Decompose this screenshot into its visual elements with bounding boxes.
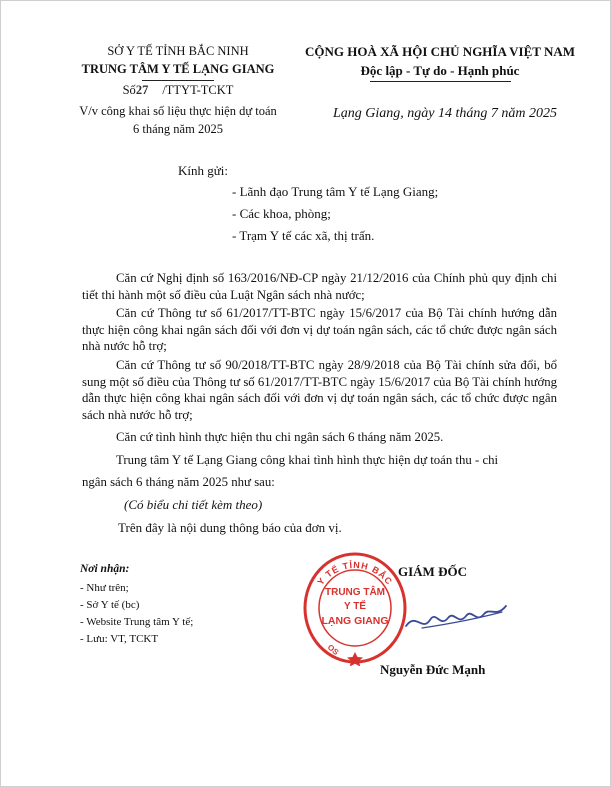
recipient-3: - Website Trung tâm Y tế; [80,616,194,628]
org-name: TRUNG TÂM Y TẾ LẠNG GIANG [81,62,275,76]
greeting: Kính gửi: [178,163,229,178]
doc-number [52,83,304,98]
announce-line-1: Trung tâm Y tế Lạng Giang công khai tình hình thực hiện dự toán thu - chi [116,453,499,467]
signer-position: GIÁM ĐỐC [398,564,467,579]
org-underline [142,80,214,81]
addressee-3: - Trạm Y tế các xã, thị trấn. [232,228,375,243]
doc-number-suffix: /TTYT-TCKT [162,83,234,97]
handwritten-signature [402,598,512,638]
recipient-2: - Sở Y tế (bc) [80,599,140,611]
paragraph-1: Căn cứ Nghị định số 163/2016/NĐ-CP ngày 21/12/2016 của Chính phủ quy định chi tiết thi hành một số điều của Luật Ngân sách nhà nước; [82,271,557,302]
official-seal [301,548,409,666]
paragraph-3: Căn cứ Thông tư số 90/2018/TT-BTC ngày 28/9/2018 của Bộ Tài chính sửa đổi, bổ sung một số điều của Thông tư số 61/2017/TT-BTC ngày 15/6/2017 của Bộ Tài chính hướng dẫn thực hiện công khai ngân sách đối với đơn vị dự toán ngân sách, các tổ chức được ngân sách nhà nước hỗ trợ; [82,358,558,422]
motto: Độc lập - Tự do - Hạnh phúc [360,63,520,78]
stamp-bottom-text: OS [325,642,341,657]
stamp-line-3: LẠNG GIANG [321,615,389,627]
country-name: CỘNG HOÀ XÃ HỘI CHỦ NGHĨA VIỆT NAM [305,44,576,59]
subject-line-1: V/v công khai số liệu thực hiện dự toán [79,104,277,118]
closing-line: Trên đây là nội dung thông báo của đơn vị. [118,520,342,535]
stamp-ring-text: Y TẾ TỈNH BẮC [315,559,395,587]
paragraph-4: Căn cứ tình hình thực hiện thu chi ngân sách 6 tháng năm 2025. [116,430,444,444]
announce-line-2: ngân sách 6 tháng năm 2025 như sau: [82,475,275,489]
signer-name: Nguyễn Đức Mạnh [380,662,486,677]
doc-number-prefix: Số [122,83,136,97]
subject-line-2: 6 tháng năm 2025 [133,122,223,136]
doc-number-value: 27 [135,83,149,97]
motto-underline [370,81,511,82]
attachment-note: (Có biểu chi tiết kèm theo) [124,497,263,512]
stamp-line-1: TRUNG TÂM [325,587,385,598]
stamp-line-2: Y TẾ [343,601,367,612]
place-date: Lạng Giang, ngày 14 tháng 7 năm 2025 [333,106,557,121]
stamp-star-icon [347,652,363,666]
recipient-1: - Như trên; [80,582,129,594]
recipients-title: Nơi nhận: [80,563,130,575]
org-parent: SỞ Y TẾ TỈNH BẮC NINH [107,44,249,58]
addressee-2: - Các khoa, phòng; [232,206,331,221]
recipient-4: - Lưu: VT, TCKT [80,633,159,645]
addressee-1: - Lãnh đạo Trung tâm Y tế Lạng Giang; [232,184,439,199]
paragraph-2: Căn cứ Thông tư số 61/2017/TT-BTC ngày 15/6/2017 của Bộ Tài chính hướng dẫn thực hiện công khai ngân sách đối với đơn vị dự toán ngân sách, các tổ chức được ngân sách nhà nước hỗ trợ; [82,306,557,353]
